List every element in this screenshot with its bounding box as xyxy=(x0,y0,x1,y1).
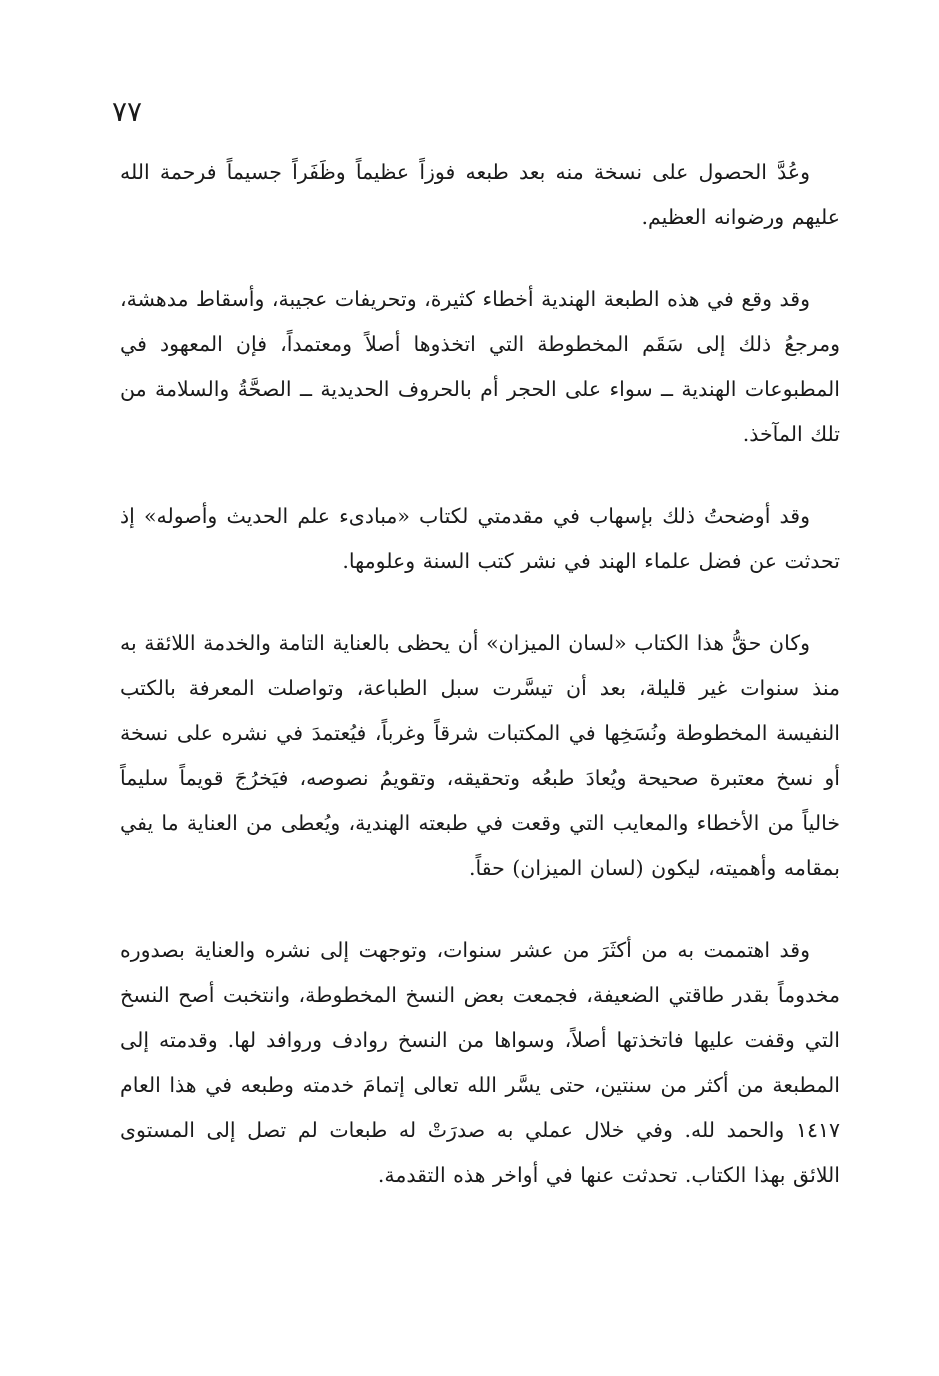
paragraph-1: وعُدَّ الحصول على نسخة منه بعد طبعه فوزاً عظيماً وظَفَراً جسيماً فرحمة الله عليهم ورضوانه العظيم. xyxy=(120,160,840,229)
paragraph-5: وقد اهتممت به من أكثَرَ من عشر سنوات، وتوجهت إلى نشره والعناية بصدوره مخدوماً بقدر طاقتي الضعيفة، فجمعت بعض النسخ المخطوطة، وانتخبت أصح النسخ التي وقفت عليها فاتخذتها أصلاً، وسواها من النسخ روادف وروافد لها. وقدمته إلى المطبعة من أكثر من سنتين، حتى يسَّر الله تعالى إتمامَ خدمته وطبعه في هذا العام ١٤١٧ والحمد لله. وفي خلال عملي به صدرَتْ له طبعات لم تصل إلى المستوى اللائق بهذا الكتاب. تحدثت عنها في أواخر هذه التقدمة. xyxy=(120,938,840,1187)
paragraph-4: وكان حقُّ هذا الكتاب «لسان الميزان» أن يحظى بالعناية التامة والخدمة اللائقة به منذ سنوات غير قليلة، بعد أن تيسَّرت سبل الطباعة، وتواصلت المعرفة بالكتب النفيسة المخطوطة ونُسَخِها في المكتبات شرقاً وغرباً، فيُعتمدَ في نشره على نسخة أو نسخ معتبرة صحيحة ويُعادَ طبعُه وتحقيقه، وتقويمُ نصوصه، فيَخرُجَ قويماً سليماً خالياً من الأخطاء والمعايب التي وقعت في طبعته الهندية، ويُعطى من العناية ما يفي بمقامه وأهميته، ليكون (لسان الميزان) حقاً. xyxy=(120,631,840,880)
page-number: ٧٧ xyxy=(112,95,143,128)
body-text xyxy=(120,150,840,1198)
paragraph-2: وقد وقع في هذه الطبعة الهندية أخطاء كثيرة، وتحريفات عجيبة، وأسقاط مدهشة، ومرجعُ ذلك إلى سَقَم المخطوطة التي اتخذوها أصلاً ومعتمداً، فإن المعهود في المطبوعات الهندية ــ سواء على الحجر أم بالحروف الحديدية ــ الصحَّةُ والسلامة من تلك المآخذ. xyxy=(120,287,840,446)
paragraph-3: وقد أوضحتُ ذلك بإسهاب في مقدمتي لكتاب «مبادىء علم الحديث وأصوله» إذ تحدثت عن فضل علماء الهند في نشر كتب السنة وعلومها. xyxy=(120,504,840,573)
